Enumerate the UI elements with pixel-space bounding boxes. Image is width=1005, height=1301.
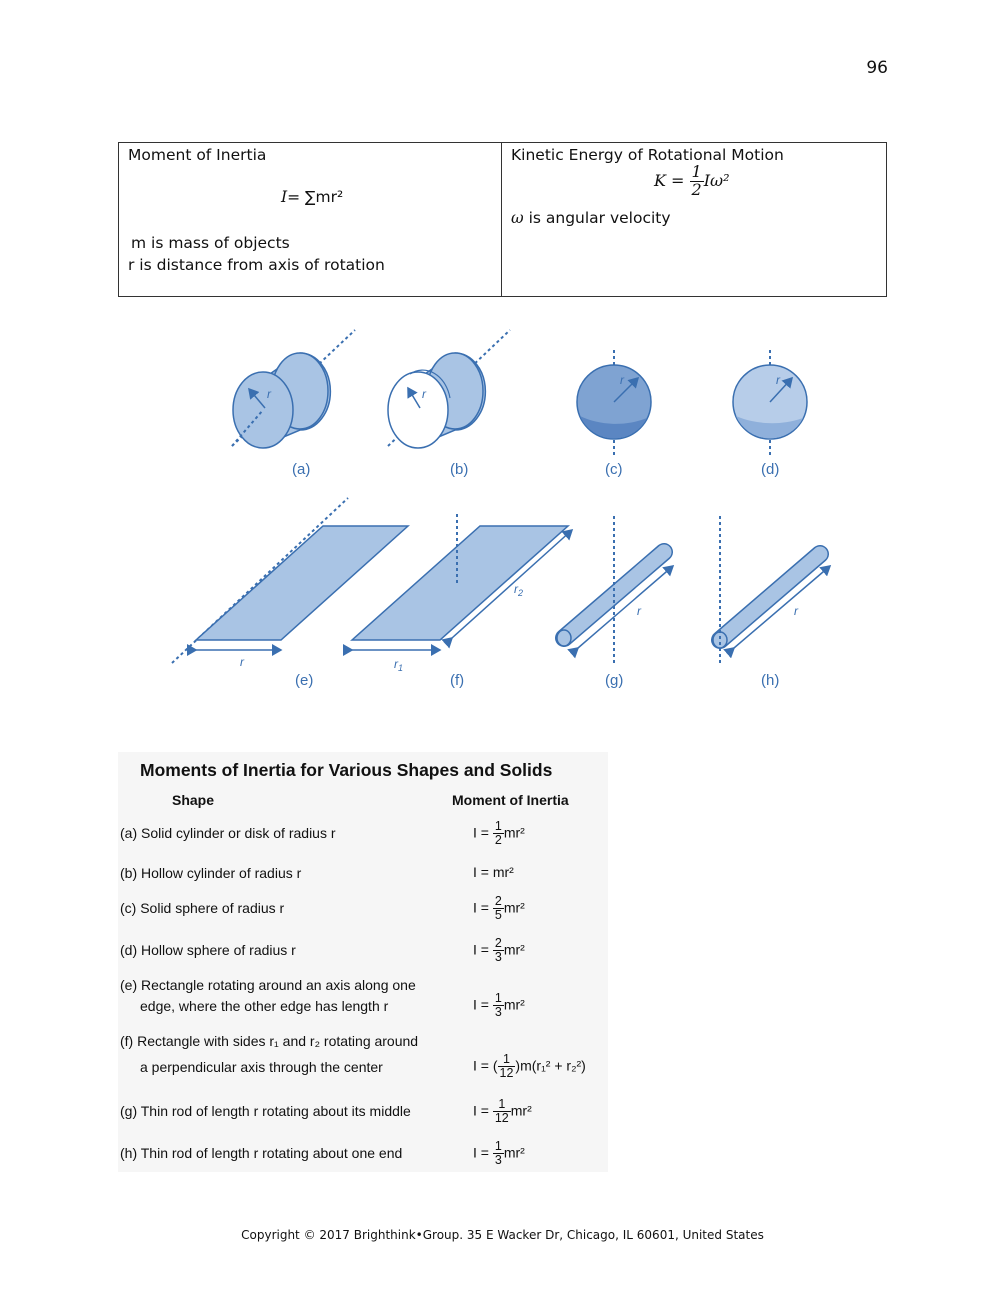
label-c: (c)	[605, 461, 623, 478]
inertia-formula: I = $\frac{2}{3}$ mr²	[473, 936, 525, 965]
rod-end-axis-diagram	[713, 516, 830, 663]
label-r: r	[240, 655, 244, 669]
label-e: (e)	[295, 672, 314, 689]
mass-note: m is mass of objects	[131, 234, 290, 252]
rectangle-edge-axis-diagram	[172, 498, 408, 669]
label-r: r	[422, 387, 426, 401]
solid-sphere-diagram	[577, 350, 651, 456]
inertia-formula: I = $\frac{2}{5}$ mr²	[473, 894, 525, 923]
moments-reference-table	[118, 752, 608, 1172]
solid-cylinder-diagram	[232, 330, 355, 448]
label-r: r	[776, 373, 780, 387]
formula-table	[118, 142, 887, 297]
table-row: (c) Solid sphere of radius r	[120, 900, 285, 916]
moment-of-inertia-cell	[119, 143, 502, 296]
table-row: (g) Thin rod of length r rotating about its middle	[120, 1103, 411, 1119]
table-row-continued: edge, where the other edge has length r	[140, 998, 389, 1014]
shape-column-header: Shape	[172, 792, 215, 808]
copyright-footer: Copyright © 2017 Brighthink•Group. 35 E Wacker Dr, Chicago, IL 60601, United States	[241, 1228, 764, 1242]
kinetic-energy-formula: K = $\frac{1}{2}$ Iω²	[654, 162, 730, 199]
label-r1: $r_1$	[394, 657, 404, 673]
label-r: r	[267, 387, 271, 401]
rod-middle-axis-diagram	[557, 516, 673, 663]
label-a: (a)	[292, 461, 311, 478]
inertia-formula: I = $\frac{1}{3}$ mr²	[473, 1139, 525, 1168]
inertia-formula: I = $\frac{1}{12}$ mr²	[473, 1097, 532, 1126]
table-row: (f) Rectangle with sides r₁ and r₂ rotating around	[120, 1033, 419, 1049]
reference-table-title: Moments of Inertia for Various Shapes and Solids	[140, 760, 553, 780]
distance-note: r is distance from axis of rotation	[128, 256, 385, 274]
table-row: (b) Hollow cylinder of radius r	[120, 865, 302, 881]
kinetic-energy-title: Kinetic Energy of Rotational Motion	[511, 146, 784, 164]
table-row: (h) Thin rod of length r rotating about one end	[120, 1145, 403, 1161]
table-row: (a) Solid cylinder or disk of radius r	[120, 825, 336, 841]
label-r: r	[794, 604, 798, 618]
inertia-formula: I = $\frac{1}{2}$ mr²	[473, 819, 525, 848]
moment-of-inertia-title: Moment of Inertia	[128, 146, 267, 164]
table-row-continued: a perpendicular axis through the center	[140, 1059, 383, 1075]
hollow-sphere-diagram	[733, 350, 807, 456]
inertia-formula: I = mr²	[473, 864, 514, 880]
label-r: r	[620, 373, 624, 387]
label-f: (f)	[450, 672, 465, 689]
table-row: (e) Rectangle rotating around an axis along one	[120, 977, 416, 993]
inertia-formula: I = $\frac{1}{3}$ mr²	[473, 991, 525, 1020]
label-d: (d)	[761, 461, 780, 478]
angular-velocity-note: ω is angular velocity	[511, 209, 671, 227]
label-h: (h)	[761, 672, 780, 689]
label-r2: $r_2$	[514, 582, 524, 598]
hollow-cylinder-diagram	[388, 330, 510, 448]
kinetic-energy-cell	[502, 143, 886, 296]
label-b: (b)	[450, 461, 469, 478]
inertia-column-header: Moment of Inertia	[452, 792, 569, 808]
label-r: r	[637, 604, 641, 618]
label-g: (g)	[605, 672, 624, 689]
page-number: 96	[866, 58, 888, 78]
moment-of-inertia-formula: I= ∑mr²	[281, 188, 344, 206]
table-row: (d) Hollow sphere of radius r	[120, 942, 296, 958]
inertia-formula: I = ( $\frac{1}{12}$ )m(r₁² + r₂²)	[473, 1052, 586, 1081]
shapes-figure	[150, 318, 850, 698]
